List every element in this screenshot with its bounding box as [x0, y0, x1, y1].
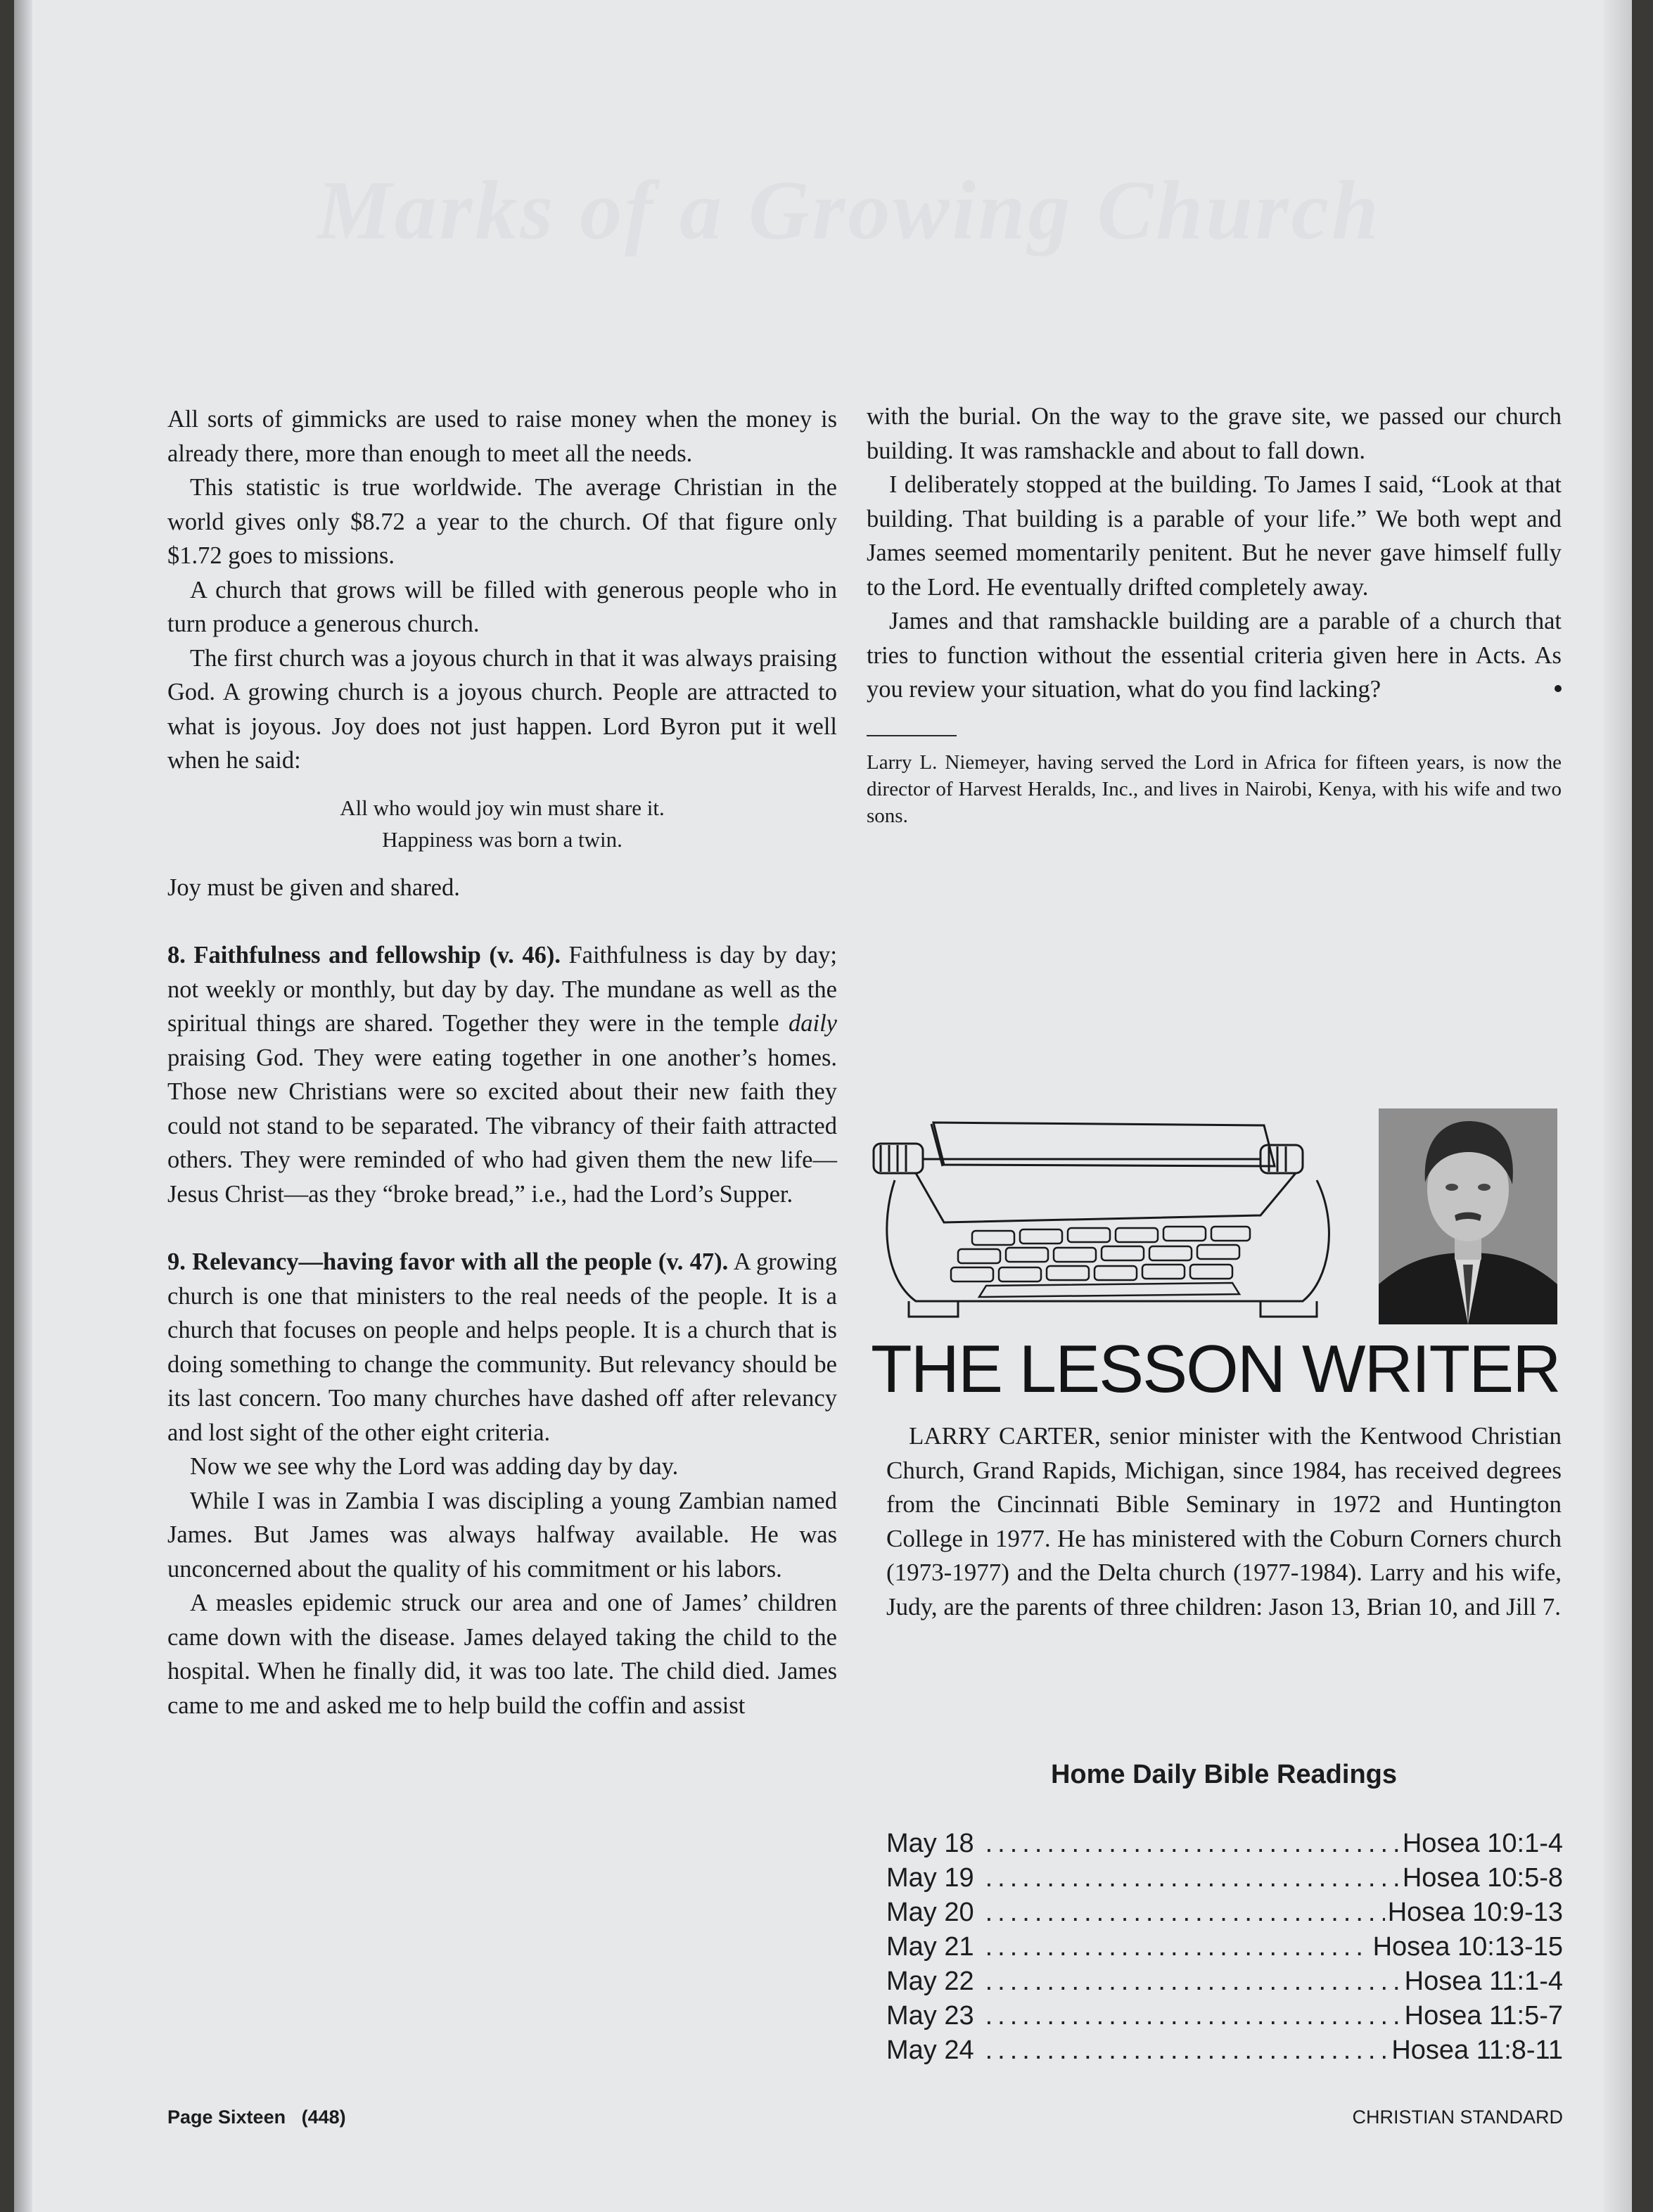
section-9-heading: 9. Relevancy—having favor with all the people (v. 47).	[167, 1248, 729, 1275]
paragraph: All sorts of gimmicks are used to raise money when the money is already there, more than enough to meet all the needs.	[167, 406, 837, 467]
reading-row	[886, 1863, 1563, 1898]
page-spine-shadow	[14, 0, 32, 2212]
magazine-page	[14, 0, 1632, 2212]
paragraph: Now we see why the Lord was adding day by day.	[190, 1453, 679, 1480]
paragraph: Joy must be given and shared.	[167, 874, 460, 901]
section-8-text: praising God. They were eating together in one another’s homes. Those new Christians were so excited about their new faith they could not stand to be separated. The vibrancy of their faith attracted others. They were reminded of who had given them the new life—Jesus Christ—as they “broke bread,” i.e., had the Lord’s Supper.	[167, 1044, 837, 1208]
paragraph: A church that grows will be filled with generous people who in turn produce a generous church.	[167, 576, 837, 637]
paragraph: While I was in Zambia I was discipling a young Zambian named James. But James was always halfway available. He was unconcerned about the quality of his commitment or his labors.	[167, 1487, 837, 1583]
dot-leader	[985, 1967, 1402, 1997]
dot-leader	[985, 1898, 1385, 1928]
reading-row	[886, 1898, 1563, 1932]
page-label: Page Sixteen	[167, 2106, 286, 2128]
section-8-heading: 8. Faithfulness and fellowship (v. 46).	[167, 942, 561, 968]
reading-reference: Hosea 10:9-13	[1387, 1898, 1563, 1927]
poem-line: All who would joy win must share it.	[340, 795, 665, 820]
faded-page-title: Marks of a Growing Church	[317, 163, 1381, 257]
author-portrait-photo	[1379, 1108, 1557, 1324]
reading-row	[886, 1967, 1563, 2001]
left-column	[167, 402, 837, 1722]
reading-row	[886, 2035, 1563, 2070]
dot-leader	[985, 1932, 1370, 1962]
page-footer-left	[167, 2106, 346, 2128]
reading-date: May 19	[886, 1863, 974, 1893]
lesson-writer-heading: THE LESSON WRITER	[871, 1331, 1560, 1407]
section-9-text: A growing church is one that ministers to the real needs of the people. It is a church that focuses on people and helps people. It is a church that is doing something to change the community. But relevancy should be its last concern. Too many churches have dashed off after relevancy and lost sight of the other eight criteria.	[167, 1248, 837, 1446]
reading-reference: Hosea 10:13-15	[1372, 1932, 1563, 1962]
section-9-paragraph	[167, 1245, 837, 1450]
page-number: (448)	[301, 2106, 346, 2128]
poem-line: Happiness was born a twin.	[382, 826, 623, 852]
magazine-name: CHRISTIAN STANDARD	[1352, 2106, 1563, 2128]
reading-reference: Hosea 11:8-11	[1391, 2035, 1563, 2065]
poem-quote	[167, 792, 837, 855]
reading-reference: Hosea 11:5-7	[1404, 2001, 1563, 2031]
reading-reference: Hosea 10:5-8	[1402, 1863, 1563, 1893]
reading-date: May 20	[886, 1898, 974, 1927]
emphasis: daily	[789, 1010, 837, 1037]
portrait-drawing	[1379, 1108, 1557, 1324]
lesson-writer-bio	[886, 1419, 1562, 1624]
bible-readings-list	[886, 1829, 1563, 2070]
reading-reference: Hosea 11:1-4	[1404, 1967, 1563, 1996]
reading-date: May 21	[886, 1932, 974, 1962]
reading-row	[886, 2001, 1563, 2035]
reading-date: May 23	[886, 2001, 974, 2031]
section-8-paragraph	[167, 938, 837, 1211]
reading-row	[886, 1932, 1563, 1967]
reading-date: May 24	[886, 2035, 974, 2065]
reading-date: May 18	[886, 1829, 974, 1858]
paragraph: with the burial. On the way to the grave site, we passed our church building. It was ramshackle and about to fall down.	[867, 403, 1562, 464]
paragraph: The first church was a joyous church in that it was always praising God. A growing church is a joyous church. People are attracted to what is joyous. Joy does not just happen. Lord Byron put it well when he said:	[167, 644, 837, 774]
dot-leader	[985, 1829, 1400, 1859]
dot-leader	[985, 2035, 1389, 2066]
paragraph	[867, 604, 1562, 707]
reading-row	[886, 1829, 1563, 1863]
right-column	[867, 399, 1562, 829]
lesson-writer-bio-text: LARRY CARTER, senior minister with the Kentwood Christian Church, Grand Rapids, Michigan, since 1984, has received degrees from the Cincinnati Bible Seminary in 1972 and Huntington College in 1977. He has ministered with the Coburn Corners church (1973-1977) and the Delta church (1977-1984). Larry and his wife, Judy, are the parents of three children: Jason 13, Brian 10, and Jill 7.	[886, 1422, 1562, 1620]
dot-leader	[985, 1863, 1400, 1893]
end-mark-icon	[1555, 685, 1562, 692]
paragraph: A measles epidemic struck our area and one of James’ children came down with the disease. James delayed taking the child to the hospital. When he finally did, it was too late. The child died. James came to me and asked me to help build the coffin and assist	[167, 1590, 837, 1719]
typewriter-illustration	[867, 1117, 1352, 1328]
reading-date: May 22	[886, 1967, 974, 1996]
page-edge-shadow	[1604, 0, 1632, 2212]
paragraph: I deliberately stopped at the building. To James I said, “Look at that building. That building is a parable of your life.” We both wept and James seemed momentarily penitent. But he never gave himself fully to the Lord. He eventually drifted completely away.	[867, 471, 1562, 601]
section-8-text: Faithfulness is day by day; not weekly or monthly, but day by day. The mundane as well as the spiritual things are shared. Together they were in the temple	[167, 942, 837, 1037]
bible-readings-title: Home Daily Bible Readings	[1050, 1760, 1397, 1789]
closing-text: James and that ramshackle building are a parable of a church that tries to function without the essential criteria given here in Acts. As you review your situation, what do you find lacking?	[867, 608, 1562, 703]
paragraph: This statistic is true worldwide. The average Christian in the world gives only $8.72 a year to the church. Of that figure only $1.72 goes to missions.	[167, 474, 837, 569]
reading-reference: Hosea 10:1-4	[1402, 1829, 1563, 1858]
dot-leader	[985, 2001, 1402, 2031]
divider	[867, 735, 957, 736]
author-bio: Larry L. Niemeyer, having served the Lord in Africa for fifteen years, is now the director of Harvest Heralds, Inc., and lives in Nairobi, Kenya, with his wife and two sons.	[867, 750, 1562, 827]
